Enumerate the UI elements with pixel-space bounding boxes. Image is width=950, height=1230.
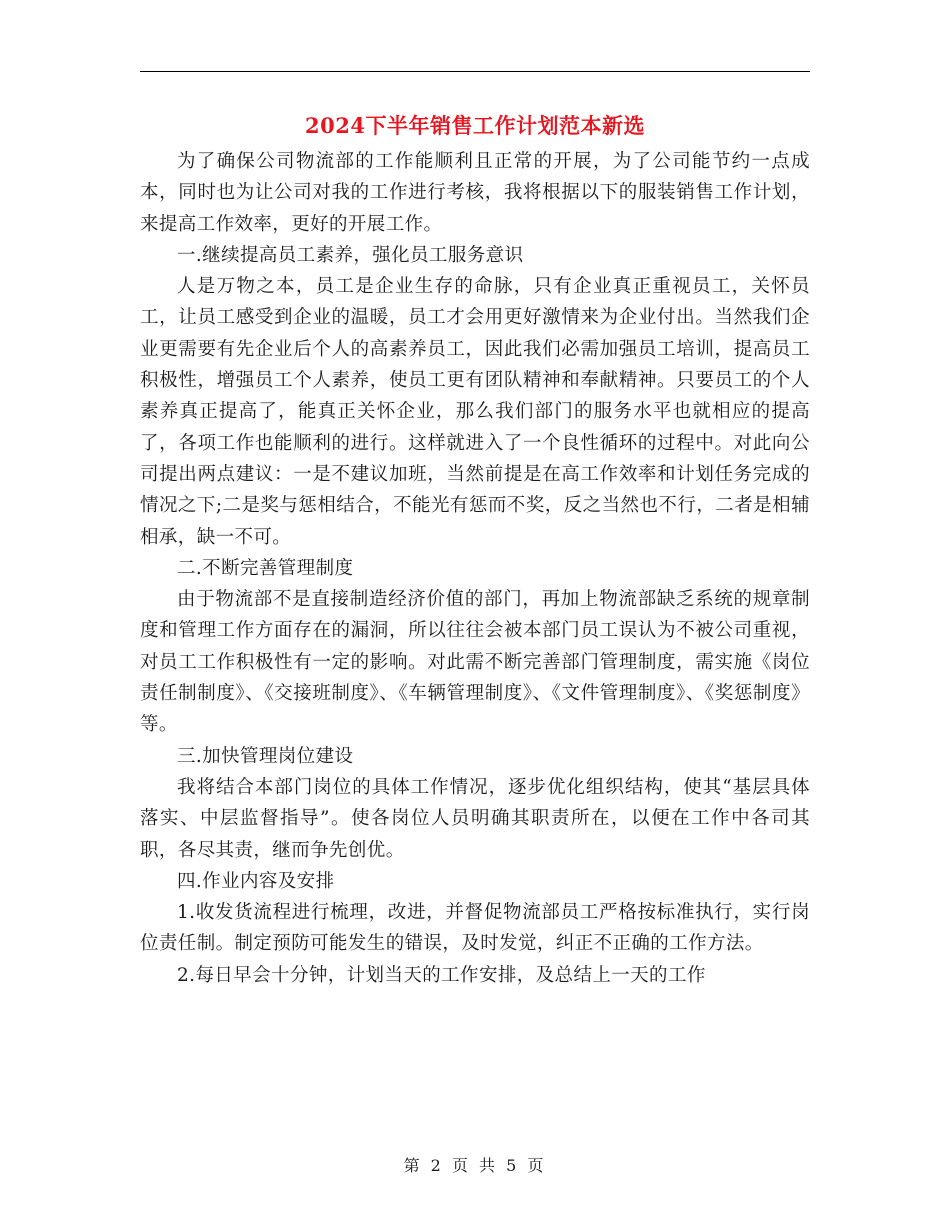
- header-rule: [140, 71, 810, 72]
- document-title: 2024下半年销售工作计划范本新选: [305, 113, 645, 138]
- section-heading-2: 二.不断完善管理制度: [177, 557, 354, 579]
- paragraph-staff-quality: 人是万物之本，员工是企业生存的命脉，只有企业真正重视员工，关怀员工，让员工感受到企业的温暖，员工才会用更好激情来为企业付出。当然我们企业更需要有先企业后个人的高素养员工，因此我们必需加强员工培训，提高员工积极性，增强员工个人素养，使员工更有团队精神和奉献精神。只要员工的个人素养真正提高了，能真正关怀企业，那么我们部门的服务水平也就相应的提高了，各项工作也能顺利的进行。这样就进入了一个良性循环的过程中。对此向公司提出两点建议：一是不建议加班，当然前提是在高工作效率和计划任务完成的情况之下;二是奖与惩相结合，不能光有惩而不奖，反之当然也不行，二者是相辅相承，缺一不可。: [140, 276, 810, 548]
- page-number: 第 2 页 共 5 页: [403, 1156, 547, 1175]
- section-heading-1: 一.继续提高员工素养，强化员工服务意识: [177, 244, 524, 266]
- paragraph-item-1: 1.收发货流程进行梳理，改进，并督促物流部员工严格按标准执行，实行岗位责任制。制定预防可能发生的错误，及时发觉，纠正不正确的工作方法。: [140, 902, 810, 955]
- section-heading-4: 四.作业内容及安排: [177, 870, 335, 892]
- paragraph-post-construction: 我将结合本部门岗位的具体工作情况，逐步优化组织结构，使其“基层具体落实、中层监督指导”。使各岗位人员明确其职责所在，以便在工作中各司其职，各尽其责，继而争先创优。: [140, 776, 810, 861]
- section-heading-3: 三.加快管理岗位建设: [177, 745, 354, 767]
- document-body: [140, 146, 810, 991]
- paragraph-management-system: 由于物流部不是直接制造经济价值的部门，再加上物流部缺乏系统的规章制度和管理工作方面存在的漏洞，所以往往会被本部门员工误认为不被公司重视，对员工工作积极性有一定的影响。对此需不断完善部门管理制度，需实施《岗位责任制制度》、《交接班制度》、《车辆管理制度》、《文件管理制度》、《奖惩制度》等。: [140, 589, 810, 736]
- paragraph-item-2: 2.每日早会十分钟，计划当天的工作安排，及总结上一天的工作: [177, 964, 706, 986]
- paragraph-intro: 为了确保公司物流部的工作能顺利且正常的开展，为了公司能节约一点成本，同时也为让公司对我的工作进行考核，我将根据以下的服装销售工作计划，来提高工作效率，更好的开展工作。: [140, 151, 810, 235]
